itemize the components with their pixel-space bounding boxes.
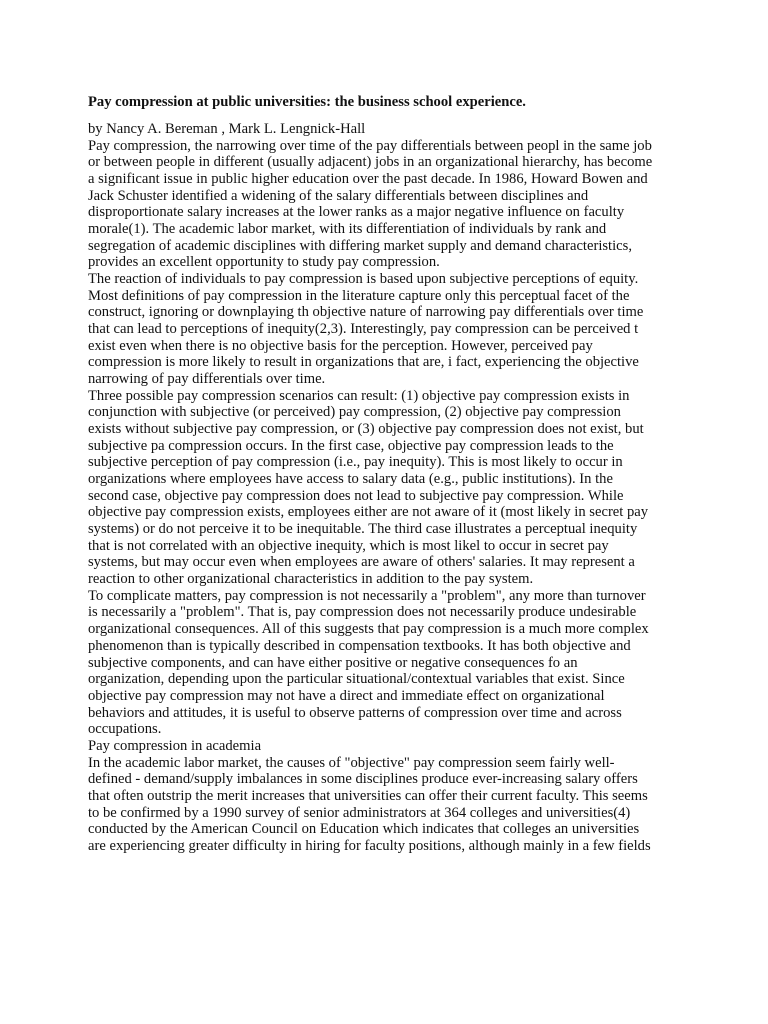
text-line: to be confirmed by a 1990 survey of senior administrators at 364 colleges and universities(4) (88, 804, 631, 821)
text-line: exists without subjective pay compression, or (3) objective pay compression does not exist, but (88, 421, 644, 438)
text-line: systems, but may occur even when employees are aware of others' salaries. It may represent a (88, 554, 635, 571)
text-line: a significant issue in public higher education over the past decade. In 1986, Howard Bowen and (88, 171, 648, 188)
paragraph (88, 755, 708, 855)
text-line: phenomenon than is typically described in compensation textbooks. It has both objective and (88, 637, 631, 654)
text-line: reaction to other organizational characteristics in addition to the pay system. (88, 571, 534, 588)
text-line: disproportionate salary increases at the lower ranks as a major negative influence on faculty (88, 204, 625, 221)
byline: by Nancy A. Bereman , Mark L. Lengnick-Hall (88, 121, 366, 137)
text-line: subjective components, and can have either positive or negative consequences fo an (88, 654, 578, 671)
document-page (88, 94, 708, 855)
paragraph (88, 388, 708, 588)
text-line: Most definitions of pay compression in the literature capture only this perceptual facet of the (88, 287, 630, 304)
text-line: exist even when there is no objective basis for the perception. However, perceived pay (88, 337, 593, 354)
text-line: defined - demand/supply imbalances in some disciplines produce ever-increasing salary offers (88, 771, 638, 788)
text-line: conducted by the American Council on Education which indicates that colleges an universities (88, 821, 640, 838)
text-line: Jack Schuster identified a widening of the salary differentials between disciplines and (88, 187, 589, 204)
text-line: morale(1). The academic labor market, with its differentiation of individuals by rank and (88, 221, 607, 238)
text-line: Pay compression in academia (88, 737, 262, 754)
text-line: are experiencing greater difficulty in hiring for faculty positions, although mainly in a few fields (88, 837, 651, 854)
text-line: segregation of academic disciplines with differing market supply and demand characteristics, (88, 237, 632, 254)
text-line: is necessarily a "problem". That is, pay compression does not necessarily produce undesirable (88, 604, 637, 621)
text-line: organization, depending upon the particular situational/contextual variables that exist. Since (88, 671, 625, 688)
text-line: subjective perception of pay compression (i.e., pay inequity). This is most likely to occur in (88, 454, 623, 471)
text-line: occupations. (88, 721, 162, 738)
paragraph (88, 271, 708, 388)
text-line: provides an excellent opportunity to study pay compression. (88, 254, 440, 271)
text-line: conjunction with subjective (or perceived) pay compression, (2) objective pay compression (88, 404, 621, 421)
text-line: To complicate matters, pay compression is not necessarily a "problem", any more than turnover (88, 587, 646, 604)
text-line: that often outstrip the merit increases that universities can offer their current faculty. This seems (88, 787, 648, 804)
text-line: objective pay compression exists, employees either are not aware of it (most likely in secret pay (88, 504, 649, 521)
text-line: organizations where employees have access to salary data (e.g., public institutions). In the (88, 471, 613, 488)
text-line: Three possible pay compression scenarios can result: (1) objective pay compression exists in (88, 387, 630, 404)
text-line: systems) or do not perceive it to be inequitable. The third case illustrates a perceptual inequity (88, 521, 638, 538)
document-title: Pay compression at public universities: the business school experience. (88, 94, 526, 110)
section-heading (88, 738, 708, 755)
text-line: that is not correlated with an objective inequity, which is most likel to occur in secret pay (88, 537, 609, 554)
text-line: objective pay compression may not have a direct and immediate effect on organizational (88, 687, 605, 704)
paragraph (88, 588, 708, 738)
text-line: behaviors and attitudes, it is useful to observe patterns of compression over time and across (88, 704, 622, 721)
text-line: subjective pa compression occurs. In the first case, objective pay compression leads to the (88, 437, 614, 454)
text-line: Pay compression, the narrowing over time of the pay differentials between peopl in the same job (88, 137, 652, 154)
text-line: narrowing of pay differentials over time. (88, 371, 326, 388)
document-body (88, 138, 708, 855)
text-line: construct, ignoring or downplaying th objective nature of narrowing pay differentials over time (88, 304, 644, 321)
text-line: compression is more likely to result in organizations that are, i fact, experiencing the objective (88, 354, 639, 371)
text-line: The reaction of individuals to pay compression is based upon subjective perceptions of equity. (88, 271, 639, 288)
text-line: or between people in different (usually adjacent) jobs in an organizational hierarchy, has become (88, 154, 653, 171)
text-line: In the academic labor market, the causes of "objective" pay compression seem fairly well- (88, 754, 615, 771)
text-line: organizational consequences. All of this suggests that pay compression is a much more complex (88, 621, 649, 638)
text-line: that can lead to perceptions of inequity(2,3). Interestingly, pay compression can be perceived t (88, 321, 639, 338)
text-line: second case, objective pay compression does not lead to subjective pay compression. While (88, 487, 624, 504)
paragraph (88, 138, 708, 271)
